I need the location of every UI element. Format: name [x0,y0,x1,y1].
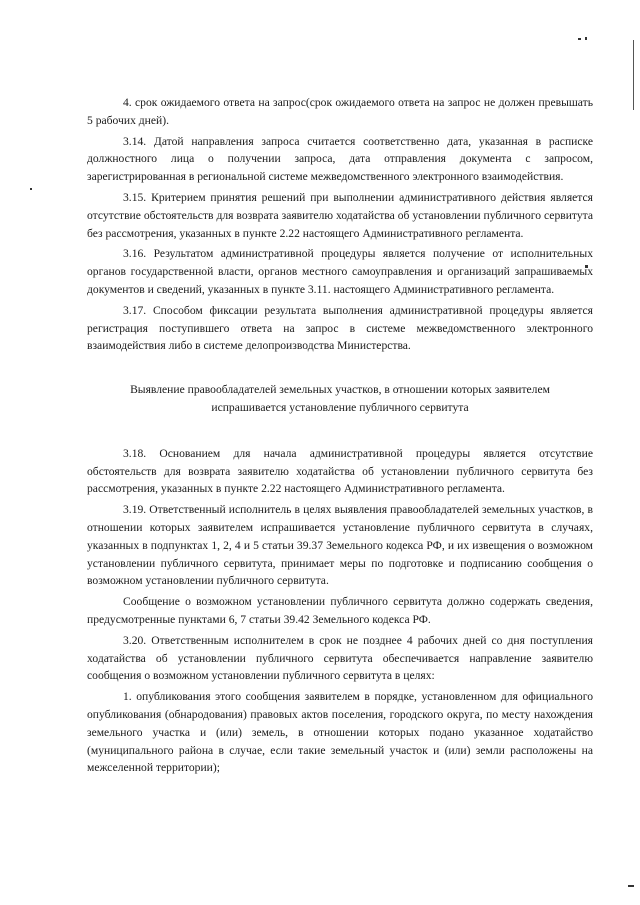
document-body [87,94,593,780]
paragraph-item-1: 1. опубликования этого сообщения заявителем в порядке, установленном для официального опубликования (обнародования) правовых актов поселения, городского округа, по месту нахождения земельного участка и (или) земель, в отношении которых подано указанное ходатайство (муниципального района в случае, если такие земельный участок и (или) земли расположены на межселенной территории); [87,690,593,775]
paragraph-3-19: 3.19. Ответственный исполнитель в целях выявления правообладателей земельных участков, в отношении которых заявителем испрашивается установление публичного сервитута в случаях, указанных в подпунктах 1, 2, 4 и 5 статьи 39.37 Земельного кодекса РФ, и их извещения о возможном установлении публичного сервитута, принимает меры по подготовке и подписанию сообщения о возможном установлении публичного сервитута. [87,503,593,588]
scan-edge-mark [633,40,634,110]
scan-speck [578,38,581,40]
paragraph-3-16: 3.16. Результатом административной процедуры является получение от исполнительных органов государственной власти, органов местного самоуправления и организаций запрашиваемых документов и сведений, указанных в пункте 3.11. настоящего Административного регламента. [87,247,593,296]
section-heading: Выявление правообладателей земельных участков, в отношении которых заявителем испрашивается установление публичного сервитута [130,383,550,414]
paragraph-3-17: 3.17. Способом фиксации результата выполнения административной процедуры является регистрация поступившего ответа на запрос в системе межведомственного электронного взаимодействия либо в системе делопроизводства Министерства. [87,303,593,353]
scan-speck [628,885,634,887]
paragraph-3-20: 3.20. Ответственным исполнителем в срок не позднее 4 рабочих дней со дня поступления ходатайства об установлении публичного сервитута обеспечивается направление заявителю сообщения о возможном установлении публичного сервитута в целях: [87,633,593,683]
scan-speck [585,37,587,40]
paragraph-3-14: 3.14. Датой направления запроса считается соответственно дата, указанная в расписке должностного лица о получении запроса, дата отправления документа с запросом, зарегистрированная в региональной системе межведомственного электронного взаимодействия. [87,134,593,184]
paragraph-message-content: Сообщение о возможном установлении публичного сервитута должно содержать сведения, предусмотренные пунктами 6, 7 статьи 39.42 Земельного кодекса РФ. [87,595,593,626]
paragraph-4: 4. срок ожидаемого ответа на запрос(срок ожидаемого ответа на запрос не должен превышать 5 рабочих дней). [87,96,593,127]
paragraph-3-18: 3.18. Основанием для начала административной процедуры является отсутствие обстоятельств для возврата заявителю ходатайства об установлении публичного сервитута без рассмотрения, указанных в пункте 2.22 настоящего Административного регламента. [87,446,593,496]
paragraph-3-15: 3.15. Критерием принятия решений при выполнении административного действия является отсутствие обстоятельств для возврата заявителю ходатайства об установлении публичного сервитута без рассмотрения, указанных в пункте 2.22 настоящего Административного регламента. [87,190,593,240]
scan-speck [30,188,32,190]
